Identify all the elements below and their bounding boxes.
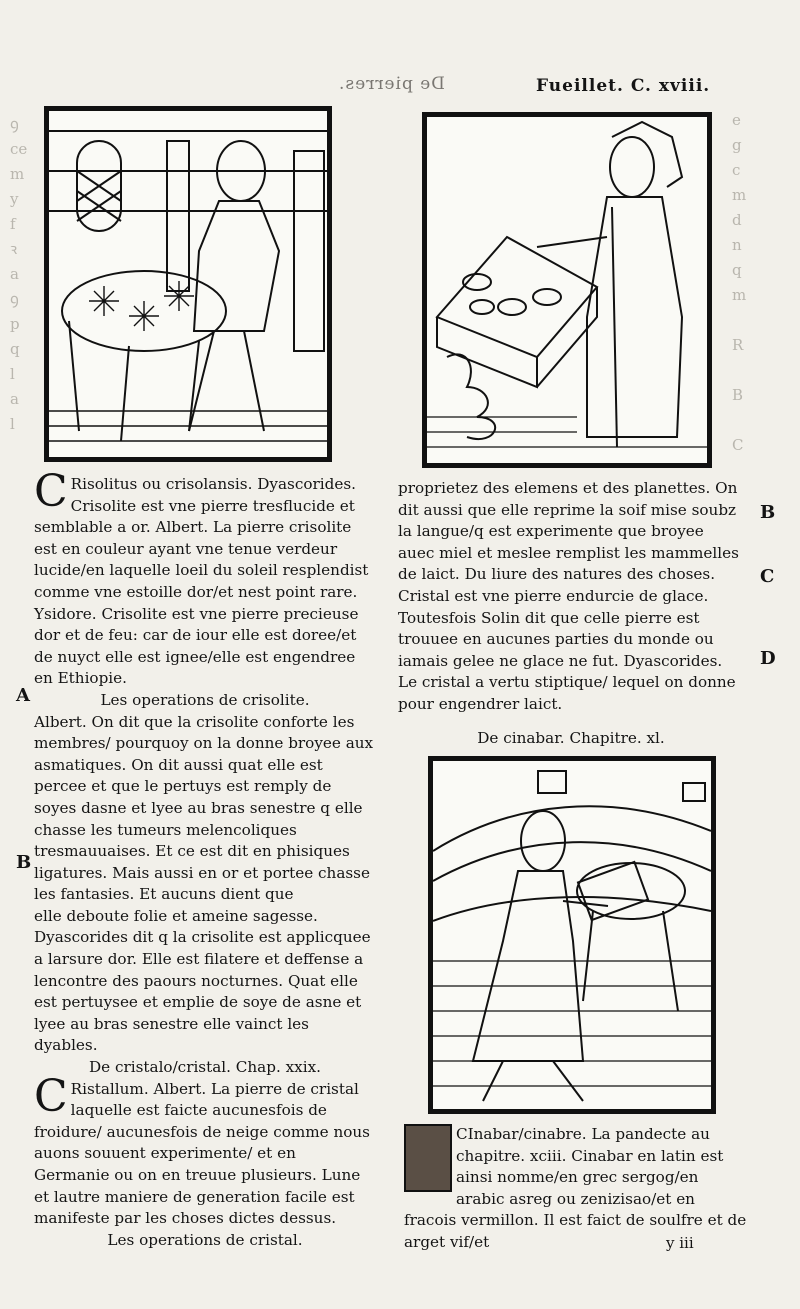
paragraph-cinabar — [404, 1124, 748, 1254]
right-column-top — [398, 478, 744, 749]
bleed-through-right: e g c m d n q m R B C — [732, 111, 747, 454]
paragraph-crisolite — [34, 466, 376, 690]
paragraph-operations-b: elle deboute folie et ameine sagesse. Dyascorides dit q la crisolite est applicquee a larsure dor. Elle est filatere et deffense a lencontre des paours nocturnes. Quat elle est pertuysee et emplie de soye de asne et lyee au bras senestre elle vainct les dyables. — [34, 906, 371, 1055]
section-heading: Les operations de crisolite. — [100, 690, 310, 709]
margin-letter: A — [16, 685, 30, 706]
running-head-left: De pierres. — [338, 74, 445, 94]
drop-cap: C — [34, 1070, 68, 1122]
paragraph-text: Ristallum. Albert. La pierre de cristal laquelle est faicte aucunesfois de froidure/ aucunesfois de neige comme nous auons souuent experimente/ et en Germanie ou on en treuue plusieurs. Lune et lautre maniere de generation facile est manifeste par les choses dictes dessus. — [34, 1079, 370, 1228]
paragraph-operations-a: Albert. On dit que la crisolite conforte les membres/ pourquoy on la donne broyee aux asmatiques. On dit aussi quat elle est percee et que le pertuys est remply de soyes dasne et lyee au bras senestre q elle chasse les tumeurs melencoliques tresmauuaises. Et ce est dit en phisiques ligatures. Mais aussi en or et portee chasse les fantasies. Et aucuns dient que — [34, 712, 374, 904]
chapter-heading: De cristalo/cristal. Chap. xxix. — [89, 1058, 321, 1077]
chapter-heading: De cinabar. Chapitre. xl. — [477, 728, 665, 747]
paragraph-text: Inabar/cinabre. La pandecte au chapitre. xciii. Cinabar en latin est ainsi nomme/en grec sergog/en arabic asreg ou zenizisao/et en fracois vermillon. Il est faict de soulfre et de arget vif/et — [404, 1125, 747, 1251]
drop-cap: C — [34, 466, 68, 517]
woodcut-crisolite-icon — [44, 106, 332, 462]
margin-letter: D — [760, 648, 776, 669]
running-head-right: Fueillet. C. xviii. — [536, 76, 711, 96]
right-column-bottom — [404, 1124, 748, 1254]
paragraph-text: Risolitus ou crisolansis. Dyascorides. Crisolite est vne pierre tresflucide et semblable a or. Albert. La pierre crisolite est en couleur ayant vne tenue verdeur lucide/en laquelle loeil du soleil resplendist comme vne estoille dor/et nest point rare. Ysidore. Crisolite est vne pierre precieuse dor et de feu: car de iour elle est doree/et de nuyct elle est ignee/elle est engendree en Ethiopie. — [34, 475, 369, 688]
paragraph-cristal — [34, 1070, 376, 1230]
paragraph-cristal-cont: proprietez des elemens et des planettes. On dit aussi que elle reprime la soif mise soubz la langue/q est experimente que broyee auec miel et meslee remplist les mammelles de laict. Du liure des natures des choses. Cristal est vne pierre endurcie de glace. Toutesfois Solin dit que celle pierre est trouuee en aucunes parties du monde ou iamais gelee ne glace ne fut. Dyascorides. Le cristal a vertu stiptique/ lequel on donne pour engendrer laict. — [398, 479, 739, 713]
margin-letter: C — [760, 566, 775, 587]
ornamental-initial-c-icon — [404, 1124, 452, 1192]
bleed-through-left: ꝯ ce m y f ꝛ a ꝯ p q l a l — [10, 115, 28, 433]
woodcut-cinabar-icon — [428, 756, 716, 1114]
signature-mark: y iii — [666, 1234, 694, 1252]
left-column — [34, 466, 376, 1251]
initial-letter: C — [456, 1125, 468, 1143]
margin-letter: B — [16, 852, 32, 873]
section-heading: Les operations de cristal. — [107, 1230, 303, 1249]
margin-letter: B — [760, 502, 776, 523]
woodcut-cristal-icon — [422, 112, 712, 468]
